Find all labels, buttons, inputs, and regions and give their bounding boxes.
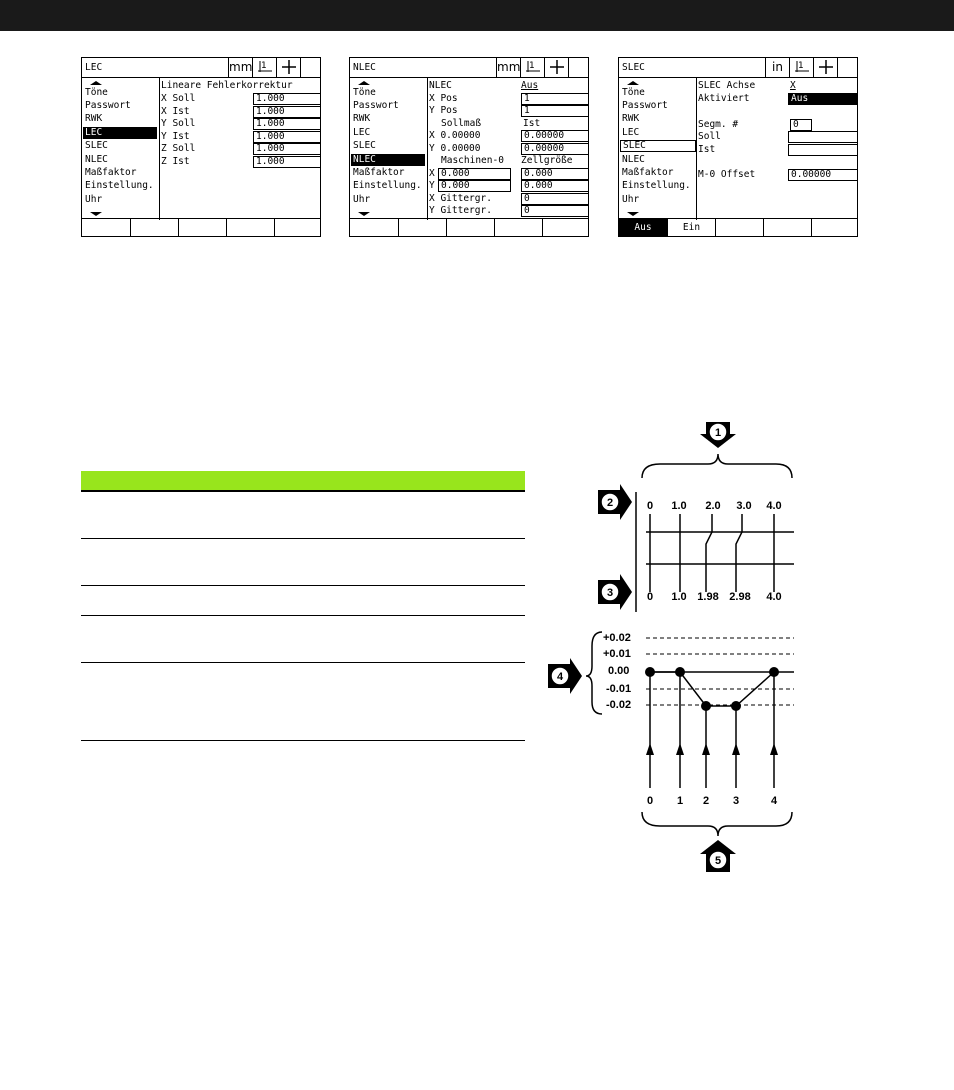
cell-x-field[interactable]: 0.000 xyxy=(521,168,589,180)
value-field[interactable]: 1.000 xyxy=(253,93,321,105)
datum-icon[interactable] xyxy=(252,58,276,77)
lec-heading: Lineare Fehlerkorrektur xyxy=(161,80,293,91)
slec-axis-value[interactable]: X xyxy=(790,80,796,91)
menu-item[interactable]: Maßfaktor xyxy=(622,167,674,178)
datum-icon[interactable] xyxy=(520,58,544,77)
table-header xyxy=(81,471,525,490)
ypos-label: Y Pos xyxy=(429,105,458,116)
zellgroesse-label: Zellgröße xyxy=(521,155,573,166)
top-label: 2.0 xyxy=(705,500,721,512)
callout-1-icon xyxy=(700,422,736,448)
menu-item[interactable]: Passwort xyxy=(622,100,668,111)
callout-4-label: 4 xyxy=(556,671,564,683)
y-grid-label: Y Gittergr. xyxy=(429,205,492,216)
error-label: -0.01 xyxy=(606,683,632,695)
table-rule xyxy=(81,490,525,492)
row-label: Z Ist xyxy=(161,156,190,167)
table-rule xyxy=(81,585,525,586)
activated-label: Aktiviert xyxy=(698,93,750,104)
screen-title-bar xyxy=(619,58,857,78)
softkey[interactable] xyxy=(763,219,811,236)
nlec-screen xyxy=(349,57,589,237)
value-field[interactable]: 1.000 xyxy=(253,156,321,168)
menu-item[interactable]: Töne xyxy=(353,87,376,98)
point-label: 4 xyxy=(770,795,778,807)
scroll-up-icon[interactable] xyxy=(358,81,370,85)
lec-screen xyxy=(81,57,321,237)
value-field[interactable]: 1.000 xyxy=(253,131,321,143)
callout-5-label: 5 xyxy=(714,855,722,867)
title-empty-cell xyxy=(568,58,589,77)
softkey[interactable] xyxy=(715,219,763,236)
y-grid-field[interactable]: 0 xyxy=(521,205,589,217)
menu-item[interactable]: Maßfaktor xyxy=(353,167,405,178)
row-label: Y Soll xyxy=(161,118,196,129)
error-label: 0.00 xyxy=(608,665,630,677)
row-label: X Ist xyxy=(161,106,190,117)
arrowhead-icon xyxy=(646,743,654,755)
arrowhead-icon xyxy=(702,743,710,755)
x-grid-label: X Gittergr. xyxy=(429,193,492,204)
xpos-label: X Pos xyxy=(429,93,458,104)
arrowhead-icon xyxy=(732,743,740,755)
menu-item[interactable]: Passwort xyxy=(85,100,131,111)
callout-5-icon xyxy=(700,840,736,872)
machine-x-field[interactable]: 0.000 xyxy=(438,168,511,180)
callout-3-label: 3 xyxy=(606,587,614,599)
arrowhead-icon xyxy=(676,743,684,755)
table-rule xyxy=(81,615,525,616)
svg-text:1: 1 xyxy=(528,61,535,71)
softkey[interactable] xyxy=(82,219,130,236)
slec-axis-label: SLEC Achse xyxy=(698,80,756,91)
menu-item[interactable]: SLEC xyxy=(353,140,376,151)
point-label: 1 xyxy=(676,795,684,807)
error-label: -0.02 xyxy=(606,699,632,711)
machine-y-axis: Y xyxy=(429,180,435,191)
scroll-up-icon[interactable] xyxy=(90,81,102,85)
error-point xyxy=(701,701,711,711)
menu-item[interactable]: Töne xyxy=(85,87,108,98)
crosshair-icon[interactable] xyxy=(276,58,300,77)
soll-field[interactable] xyxy=(788,131,858,143)
callout-3-icon xyxy=(598,574,632,610)
top-bar xyxy=(0,0,954,31)
menu-item[interactable]: NLEC xyxy=(85,154,108,165)
softkey[interactable] xyxy=(350,219,398,236)
softkey-bar xyxy=(619,218,857,236)
menu-item[interactable]: RWK xyxy=(353,113,371,124)
machine-x-axis: X xyxy=(429,168,435,179)
unit-button[interactable]: mm xyxy=(496,58,520,77)
activated-field[interactable]: Aus xyxy=(788,93,858,105)
bottom-label: 1.98 xyxy=(697,591,719,603)
callout-4-icon xyxy=(548,658,582,694)
screen-title: LEC xyxy=(85,62,103,73)
cell-y-field[interactable]: 0.000 xyxy=(521,180,589,192)
error-point xyxy=(731,701,741,711)
x-soll-value: X 0.00000 xyxy=(429,130,481,141)
softkey[interactable] xyxy=(274,219,321,236)
x-ist-field[interactable]: 0.00000 xyxy=(521,130,589,142)
crosshair-icon[interactable] xyxy=(813,58,837,77)
menu-item-selected[interactable]: NLEC xyxy=(351,154,425,166)
value-field[interactable]: 1.000 xyxy=(253,106,321,118)
menu-item[interactable]: SLEC xyxy=(85,140,108,151)
menu-item[interactable]: Uhr xyxy=(85,194,103,205)
machine-y-field[interactable]: 0.000 xyxy=(438,180,511,192)
row-label: Z Soll xyxy=(161,143,196,154)
screen-title: NLEC xyxy=(353,62,376,73)
ist-field[interactable] xyxy=(788,144,858,156)
row-label: X Soll xyxy=(161,93,196,104)
nlec-value[interactable]: Aus xyxy=(521,80,539,91)
top-brace xyxy=(642,454,792,478)
ist-label: Ist xyxy=(523,118,541,129)
bottom-label: 1.0 xyxy=(671,591,687,603)
softkey[interactable] xyxy=(398,219,446,236)
slec-screen xyxy=(618,57,858,237)
ist-label: Ist xyxy=(698,144,716,155)
scroll-up-icon[interactable] xyxy=(627,81,639,85)
softkey[interactable] xyxy=(542,219,589,236)
point-label: 0 xyxy=(646,795,654,807)
unit-button[interactable]: in xyxy=(765,58,789,77)
side-menu xyxy=(82,78,160,220)
menu-item[interactable]: Einstellung. xyxy=(85,180,154,191)
arrowhead-icon xyxy=(770,743,778,755)
segment-error-diagram xyxy=(540,410,820,880)
scroll-down-icon[interactable] xyxy=(90,212,102,216)
bottom-label: 2.98 xyxy=(729,591,751,603)
screen-title-bar xyxy=(82,58,320,78)
menu-item[interactable]: Passwort xyxy=(353,100,399,111)
callout-2-icon xyxy=(598,484,632,520)
side-menu xyxy=(350,78,428,220)
menu-item[interactable]: LEC xyxy=(622,127,640,138)
bottom-label: 0 xyxy=(646,591,654,603)
menu-item[interactable]: Maßfaktor xyxy=(85,167,137,178)
segment-field[interactable]: 0 xyxy=(790,119,812,131)
menu-item[interactable]: Uhr xyxy=(353,194,371,205)
sollmass-label: Sollmaß xyxy=(441,118,482,129)
svg-text:1: 1 xyxy=(797,61,804,71)
menu-item[interactable]: Töne xyxy=(622,87,645,98)
softkey-ein[interactable]: Ein xyxy=(667,219,715,236)
x-grid-field[interactable]: 0 xyxy=(521,193,589,205)
title-empty-cell xyxy=(837,58,858,77)
error-label: +0.01 xyxy=(603,648,631,660)
top-label: 1.0 xyxy=(671,500,687,512)
bottom-label: 4.0 xyxy=(766,591,782,603)
table-rule xyxy=(81,662,525,663)
unit-button[interactable]: mm xyxy=(228,58,252,77)
menu-item-focused[interactable]: SLEC xyxy=(620,140,696,152)
menu-item-selected[interactable]: LEC xyxy=(83,127,157,139)
bottom-brace xyxy=(642,812,792,836)
maschinen-label: Maschinen-0 xyxy=(441,155,504,166)
softkey[interactable] xyxy=(178,219,226,236)
softkey[interactable] xyxy=(494,219,542,236)
top-label: 0 xyxy=(646,500,654,512)
nlec-label: NLEC xyxy=(429,80,452,91)
soll-label: Soll xyxy=(698,131,721,142)
scale-ticks xyxy=(650,514,774,592)
menu-item[interactable]: RWK xyxy=(622,113,640,124)
menu-item[interactable]: Einstellung. xyxy=(353,180,422,191)
side-menu xyxy=(619,78,697,220)
error-brace xyxy=(586,632,602,714)
xpos-field[interactable]: 1 xyxy=(521,93,589,105)
softkey[interactable] xyxy=(130,219,178,236)
error-point xyxy=(645,667,655,677)
y-ist-field[interactable]: 0.00000 xyxy=(521,143,589,155)
menu-item[interactable]: LEC xyxy=(353,127,371,138)
error-point xyxy=(769,667,779,677)
menu-item[interactable]: RWK xyxy=(85,113,103,124)
value-field[interactable]: 1.000 xyxy=(253,143,321,155)
scroll-down-icon[interactable] xyxy=(627,212,639,216)
screen-title-bar xyxy=(350,58,588,78)
softkey-bar xyxy=(350,218,588,236)
callout-1-label: 1 xyxy=(714,427,722,439)
error-label: +0.02 xyxy=(603,632,631,644)
softkey[interactable] xyxy=(811,219,858,236)
softkey-aus[interactable]: Aus xyxy=(619,219,667,236)
y-soll-value: Y 0.00000 xyxy=(429,143,481,154)
top-label: 3.0 xyxy=(736,500,752,512)
error-point xyxy=(675,667,685,677)
scroll-down-icon[interactable] xyxy=(358,212,370,216)
table-rule xyxy=(81,538,525,539)
point-label: 3 xyxy=(732,795,740,807)
screen-title: SLEC xyxy=(622,62,645,73)
segment-label: Segm. # xyxy=(698,119,739,130)
ypos-field[interactable]: 1 xyxy=(521,105,589,117)
title-empty-cell xyxy=(300,58,321,77)
crosshair-icon[interactable] xyxy=(544,58,568,77)
row-label: Y Ist xyxy=(161,131,190,142)
datum-icon[interactable] xyxy=(789,58,813,77)
menu-item[interactable]: Uhr xyxy=(622,194,640,205)
top-label: 4.0 xyxy=(766,500,782,512)
table-rule xyxy=(81,740,525,741)
svg-text:1: 1 xyxy=(260,61,267,71)
softkey[interactable] xyxy=(446,219,494,236)
value-field[interactable]: 1.000 xyxy=(253,118,321,130)
menu-item[interactable]: NLEC xyxy=(622,154,645,165)
point-label: 2 xyxy=(702,795,710,807)
offset-field[interactable]: 0.00000 xyxy=(788,169,858,181)
menu-item[interactable]: Einstellung. xyxy=(622,180,691,191)
callout-2-label: 2 xyxy=(606,497,614,509)
softkey[interactable] xyxy=(226,219,274,236)
offset-label: M-0 Offset xyxy=(698,169,756,180)
softkey-bar xyxy=(82,218,320,236)
